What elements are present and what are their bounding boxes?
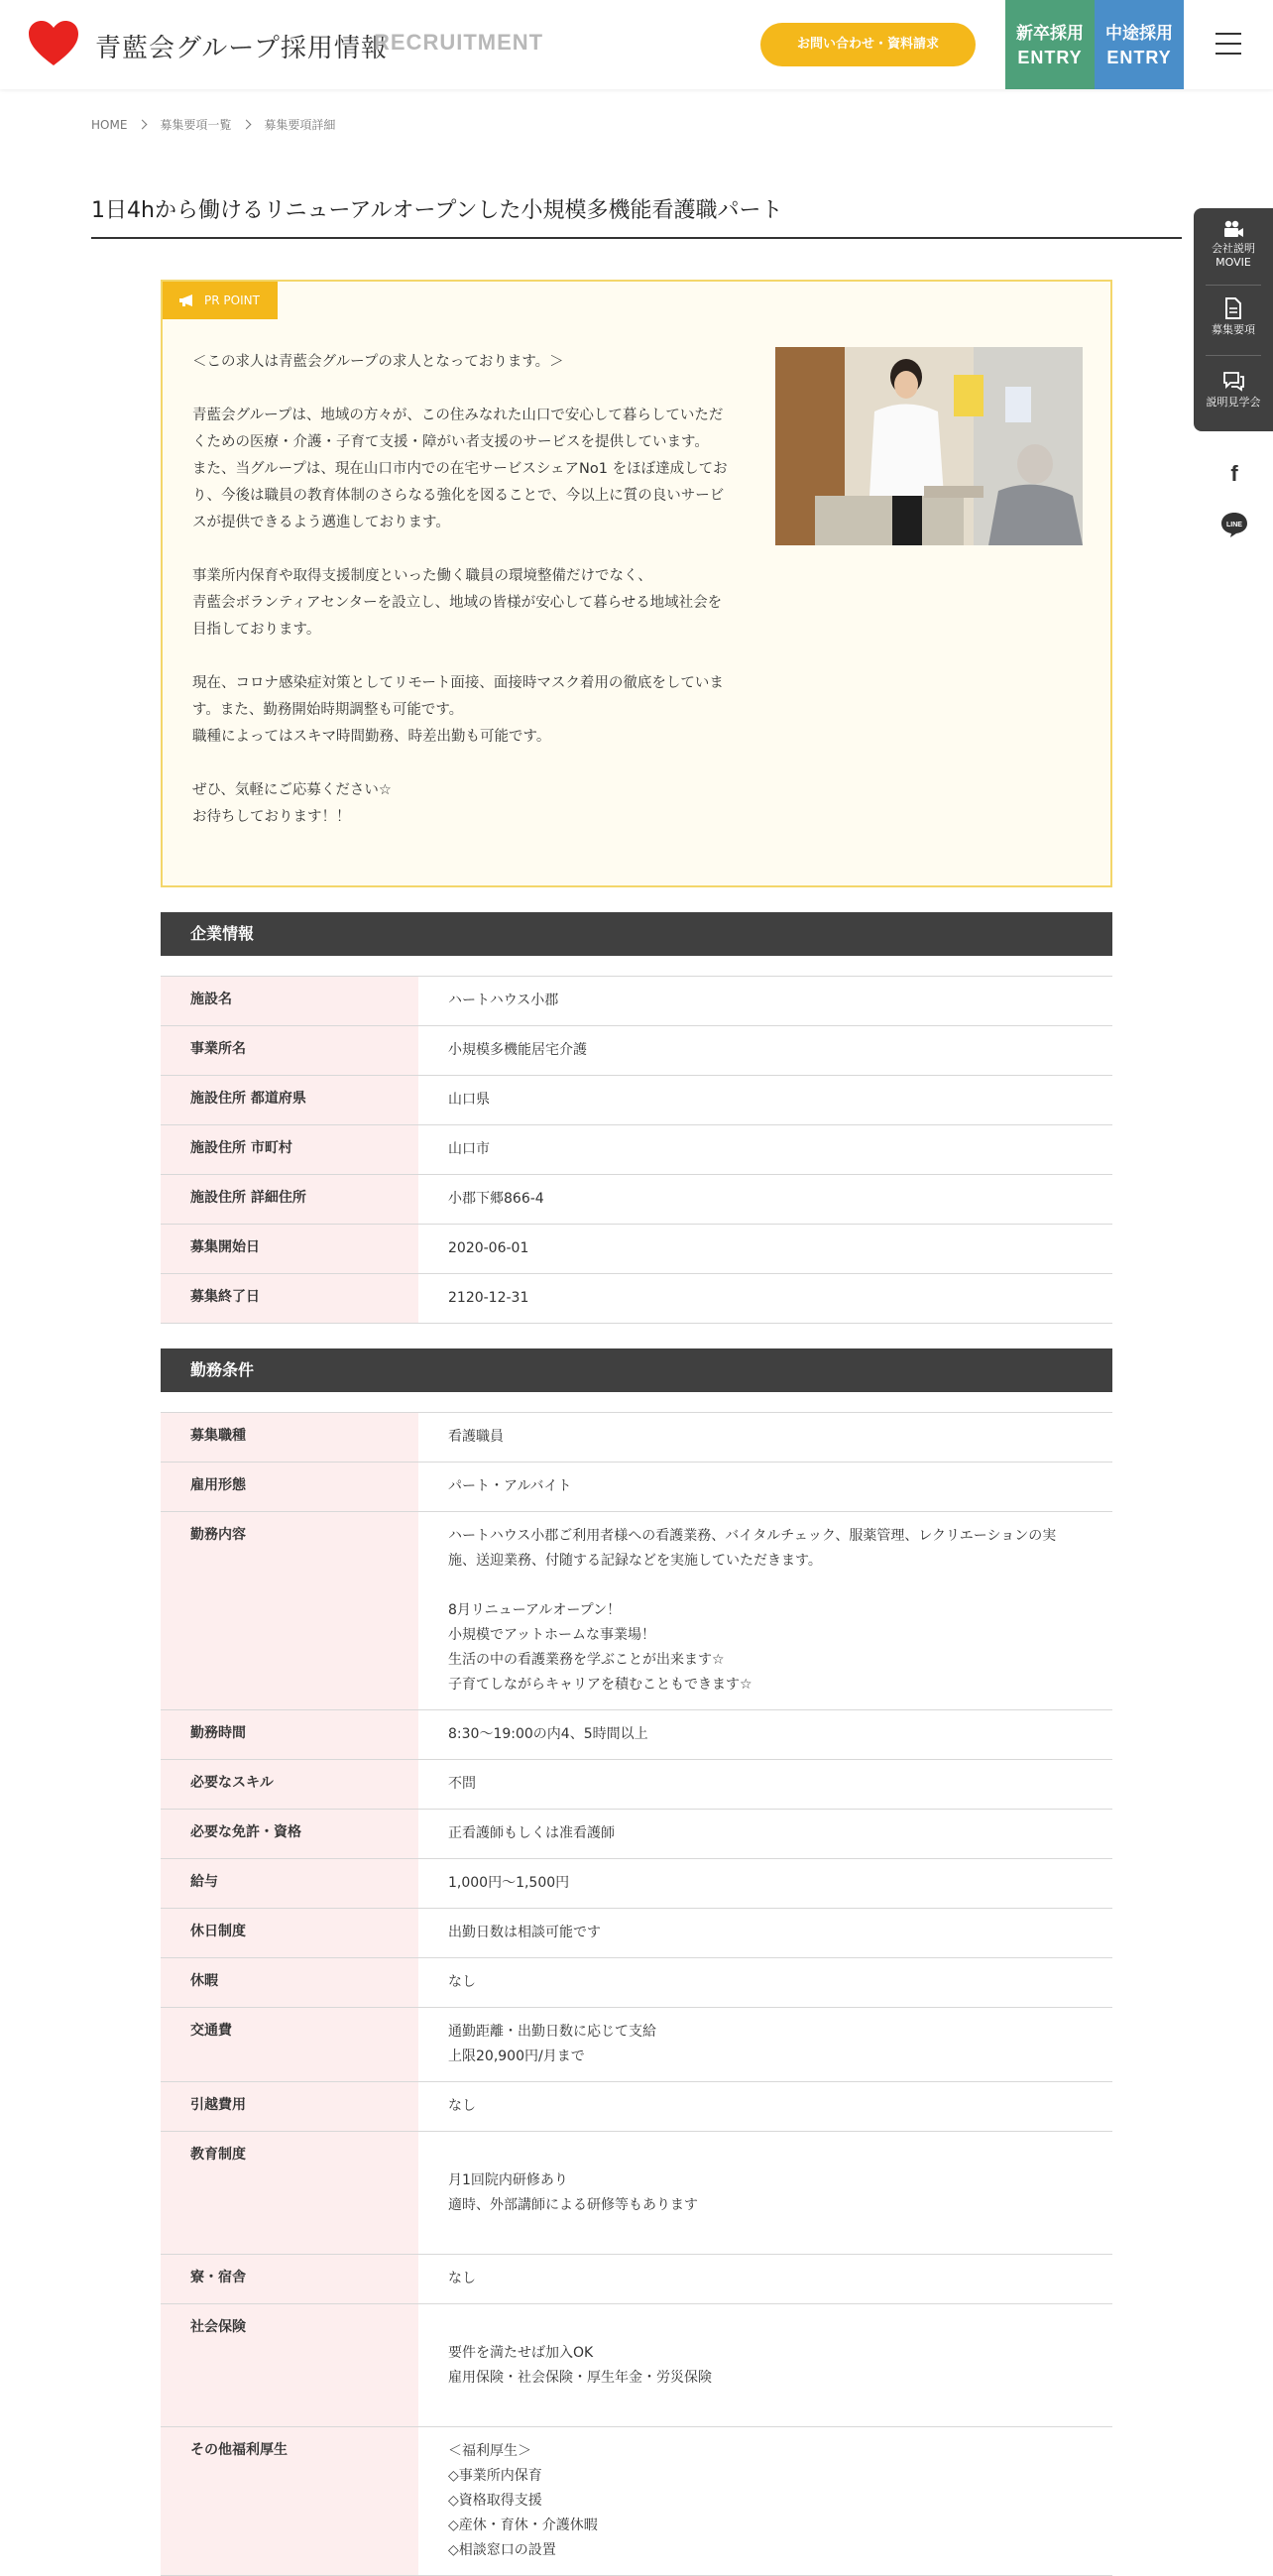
table-row: [161, 1274, 1112, 1324]
site-header: [0, 0, 1273, 89]
pr-paragraph: ＜この求人は青藍会グループの求人となっております。＞: [192, 354, 564, 370]
svg-text:f: f: [1230, 461, 1238, 486]
pr-paragraph: 事業所内保育や取得支援制度といった働く職員の環境整備だけでなく、 青藍会ボランティアセンターを設立し、地域の皆様が安心して暮らせる地域社会を目指しております。: [192, 568, 723, 638]
svg-text:LINE: LINE: [1226, 522, 1242, 528]
row-value: なし: [448, 2098, 476, 2114]
table-row: [161, 1760, 1112, 1810]
chat-bubble-icon: [1221, 370, 1245, 392]
row-label: 募集終了日: [161, 1274, 418, 1324]
facebook-icon[interactable]: [1219, 458, 1249, 488]
table-row: [161, 1175, 1112, 1225]
row-label: 寮・宿舎: [161, 2255, 418, 2304]
movie-line2: MOVIE: [1215, 256, 1251, 269]
row-value: 小郡下郷866-4: [448, 1191, 544, 1207]
table-row: [161, 2304, 1112, 2427]
table-row: [161, 2132, 1112, 2255]
row-label: 施設住所 詳細住所: [161, 1175, 418, 1225]
row-value: 不問: [448, 1776, 476, 1792]
breadcrumb-home[interactable]: HOME: [91, 117, 128, 132]
company-movie-link[interactable]: [1194, 220, 1273, 270]
row-value: 山口県: [448, 1092, 490, 1108]
row-label: その他福利厚生: [161, 2427, 418, 2576]
pr-point-box: [161, 280, 1112, 887]
table-row: [161, 1225, 1112, 1274]
chevron-right-icon: [242, 120, 252, 130]
breadcrumb-current: 募集要項詳細: [264, 118, 336, 132]
work-conditions-table: [161, 1412, 1112, 2576]
row-label: 施設住所 市町村: [161, 1125, 418, 1175]
row-value: なし: [448, 1974, 476, 1990]
row-label: 募集開始日: [161, 1225, 418, 1274]
entry-new-sublabel: ENTRY: [1017, 48, 1083, 67]
megaphone-icon: [178, 293, 196, 307]
row-value: 月1回院内研修あり 適時、外部講師による研修等もあります: [448, 2172, 698, 2213]
row-label: 引越費用: [161, 2082, 418, 2132]
mid-career-entry-button[interactable]: [1095, 0, 1184, 89]
table-row: [161, 1463, 1112, 1512]
row-label: 社会保険: [161, 2304, 418, 2427]
row-label: 必要なスキル: [161, 1760, 418, 1810]
seminar-label: 説明見学会: [1206, 396, 1261, 409]
table-row: [161, 1810, 1112, 1859]
table-row: [161, 1710, 1112, 1760]
row-label: 必要な免許・資格: [161, 1810, 418, 1859]
entry-new-label: 新卒採用: [1016, 24, 1084, 44]
row-value: なし: [448, 2271, 476, 2286]
pr-paragraph: 青藍会グループは、地域の方々が、この住みなれた山口で安心して暮らしていただくための医療・介護・子育て支援・障がい者支援のサービスを提供しています。 また、当グループは、現在山口市内での在宅サービスシェアNo1 をほぼ達成しており、今後は職員の教育体制のさらなる強化を図ることで、今以上に質の良いサービスが提供できるよう邁進しております。: [192, 408, 728, 530]
requirements-link[interactable]: [1194, 297, 1273, 337]
row-value: パート・アルバイト: [448, 1478, 572, 1494]
entry-mid-label: 中途採用: [1105, 24, 1173, 44]
company-info-heading: 企業情報: [161, 912, 1112, 956]
table-row: [161, 1413, 1112, 1463]
row-label: 給与: [161, 1859, 418, 1909]
page-title: 1日4hから働けるリニューアルオープンした小規模多機能看護職パート: [91, 198, 783, 223]
table-row: [161, 1076, 1112, 1125]
table-row: [161, 2082, 1112, 2132]
line-icon[interactable]: [1219, 510, 1249, 539]
row-label: 教育制度: [161, 2132, 418, 2255]
company-info-table: [161, 976, 1112, 1324]
row-value: 正看護師もしくは准看護師: [448, 1825, 615, 1841]
row-value: 2120-12-31: [448, 1290, 529, 1306]
row-value: ハートハウス小郡ご利用者様への看護業務、バイタルチェック、服薬管理、レクリエーションの実施、送迎業務、付随する記録などを実施していただきます。 8月リニューアルオープン！ 小規模でアットホームな事業場！ 生活の中の看護業務を学ぶことが出来ます☆ 子育てしながらキャリアを積むこともできます☆: [448, 1528, 1057, 1693]
row-label: 勤務内容: [161, 1512, 418, 1710]
table-row: [161, 1026, 1112, 1076]
hamburger-menu-icon[interactable]: [1215, 33, 1241, 57]
row-value: 山口市: [448, 1141, 490, 1157]
breadcrumb-list[interactable]: 募集要項一覧: [160, 118, 232, 132]
side-nav-panel: [1194, 208, 1273, 431]
row-label: 休日制度: [161, 1909, 418, 1958]
row-label: 募集職種: [161, 1413, 418, 1463]
site-logo-text[interactable]: 青藍会グループ採用情報: [95, 34, 388, 63]
chevron-right-icon: [138, 120, 148, 130]
row-label: 施設住所 都道府県: [161, 1076, 418, 1125]
row-label: 施設名: [161, 977, 418, 1026]
row-value: 出勤日数は相談可能です: [448, 1925, 601, 1940]
table-row: [161, 1958, 1112, 2008]
row-value: 要件を満たせば加入OK 雇用保険・社会保険・厚生年金・労災保険: [448, 2345, 712, 2386]
row-label: 勤務時間: [161, 1710, 418, 1760]
entry-mid-sublabel: ENTRY: [1106, 48, 1172, 67]
table-row: [161, 977, 1112, 1026]
row-label: 事業所名: [161, 1026, 418, 1076]
table-row: [161, 2008, 1112, 2082]
row-value: 2020-06-01: [448, 1240, 529, 1256]
row-value: 通勤距離・出勤日数に応じて支給 上限20,900円/月まで: [448, 2024, 656, 2064]
contact-button[interactable]: お問い合わせ・資料請求: [760, 23, 976, 66]
requirements-label: 募集要項: [1212, 323, 1255, 336]
table-row: [161, 1909, 1112, 1958]
video-camera-icon: [1222, 220, 1244, 238]
row-value: ハートハウス小郡: [448, 993, 559, 1008]
table-row: [161, 1512, 1112, 1710]
row-value: ＜福利厚生＞ ◇事業所内保育 ◇資格取得支援 ◇産休・育休・介護休暇 ◇相談窓口の設置: [448, 2443, 598, 2558]
row-label: 休暇: [161, 1958, 418, 2008]
table-row: [161, 1859, 1112, 1909]
site-logo-subtitle: RECRUITMENT: [374, 30, 544, 55]
row-value: 8:30～19:00の内4、5時間以上: [448, 1726, 648, 1742]
pr-paragraph: 現在、コロナ感染症対策としてリモート面接、面接時マスク着用の徹底をしています。また、勤務開始時期調整も可能です。 職種によってはスキマ時間勤務、時差出勤も可能です。: [192, 675, 724, 745]
breadcrumb: [91, 116, 335, 133]
nurse-photo: [775, 347, 1083, 545]
title-divider: [91, 237, 1182, 239]
movie-line1: 会社説明: [1212, 242, 1255, 255]
pr-point-label: PR POINT: [204, 293, 260, 307]
row-label: 交通費: [161, 2008, 418, 2082]
pr-paragraph: ぜひ、気軽にご応募ください☆ お待ちしております！！: [192, 782, 392, 825]
row-value: 小規模多機能居宅介護: [448, 1042, 587, 1058]
heart-logo-icon[interactable]: [28, 20, 79, 67]
row-value: 看護職員: [448, 1429, 504, 1445]
work-conditions-heading: 勤務条件: [161, 1348, 1112, 1392]
table-row: [161, 2427, 1112, 2576]
pr-text: [192, 349, 728, 831]
table-row: [161, 2255, 1112, 2304]
pr-point-badge: [163, 282, 278, 319]
row-value: 1,000円～1,500円: [448, 1875, 570, 1891]
new-graduate-entry-button[interactable]: [1005, 0, 1095, 89]
document-icon: [1224, 297, 1242, 319]
table-row: [161, 1125, 1112, 1175]
seminar-link[interactable]: [1194, 370, 1273, 410]
row-label: 雇用形態: [161, 1463, 418, 1512]
